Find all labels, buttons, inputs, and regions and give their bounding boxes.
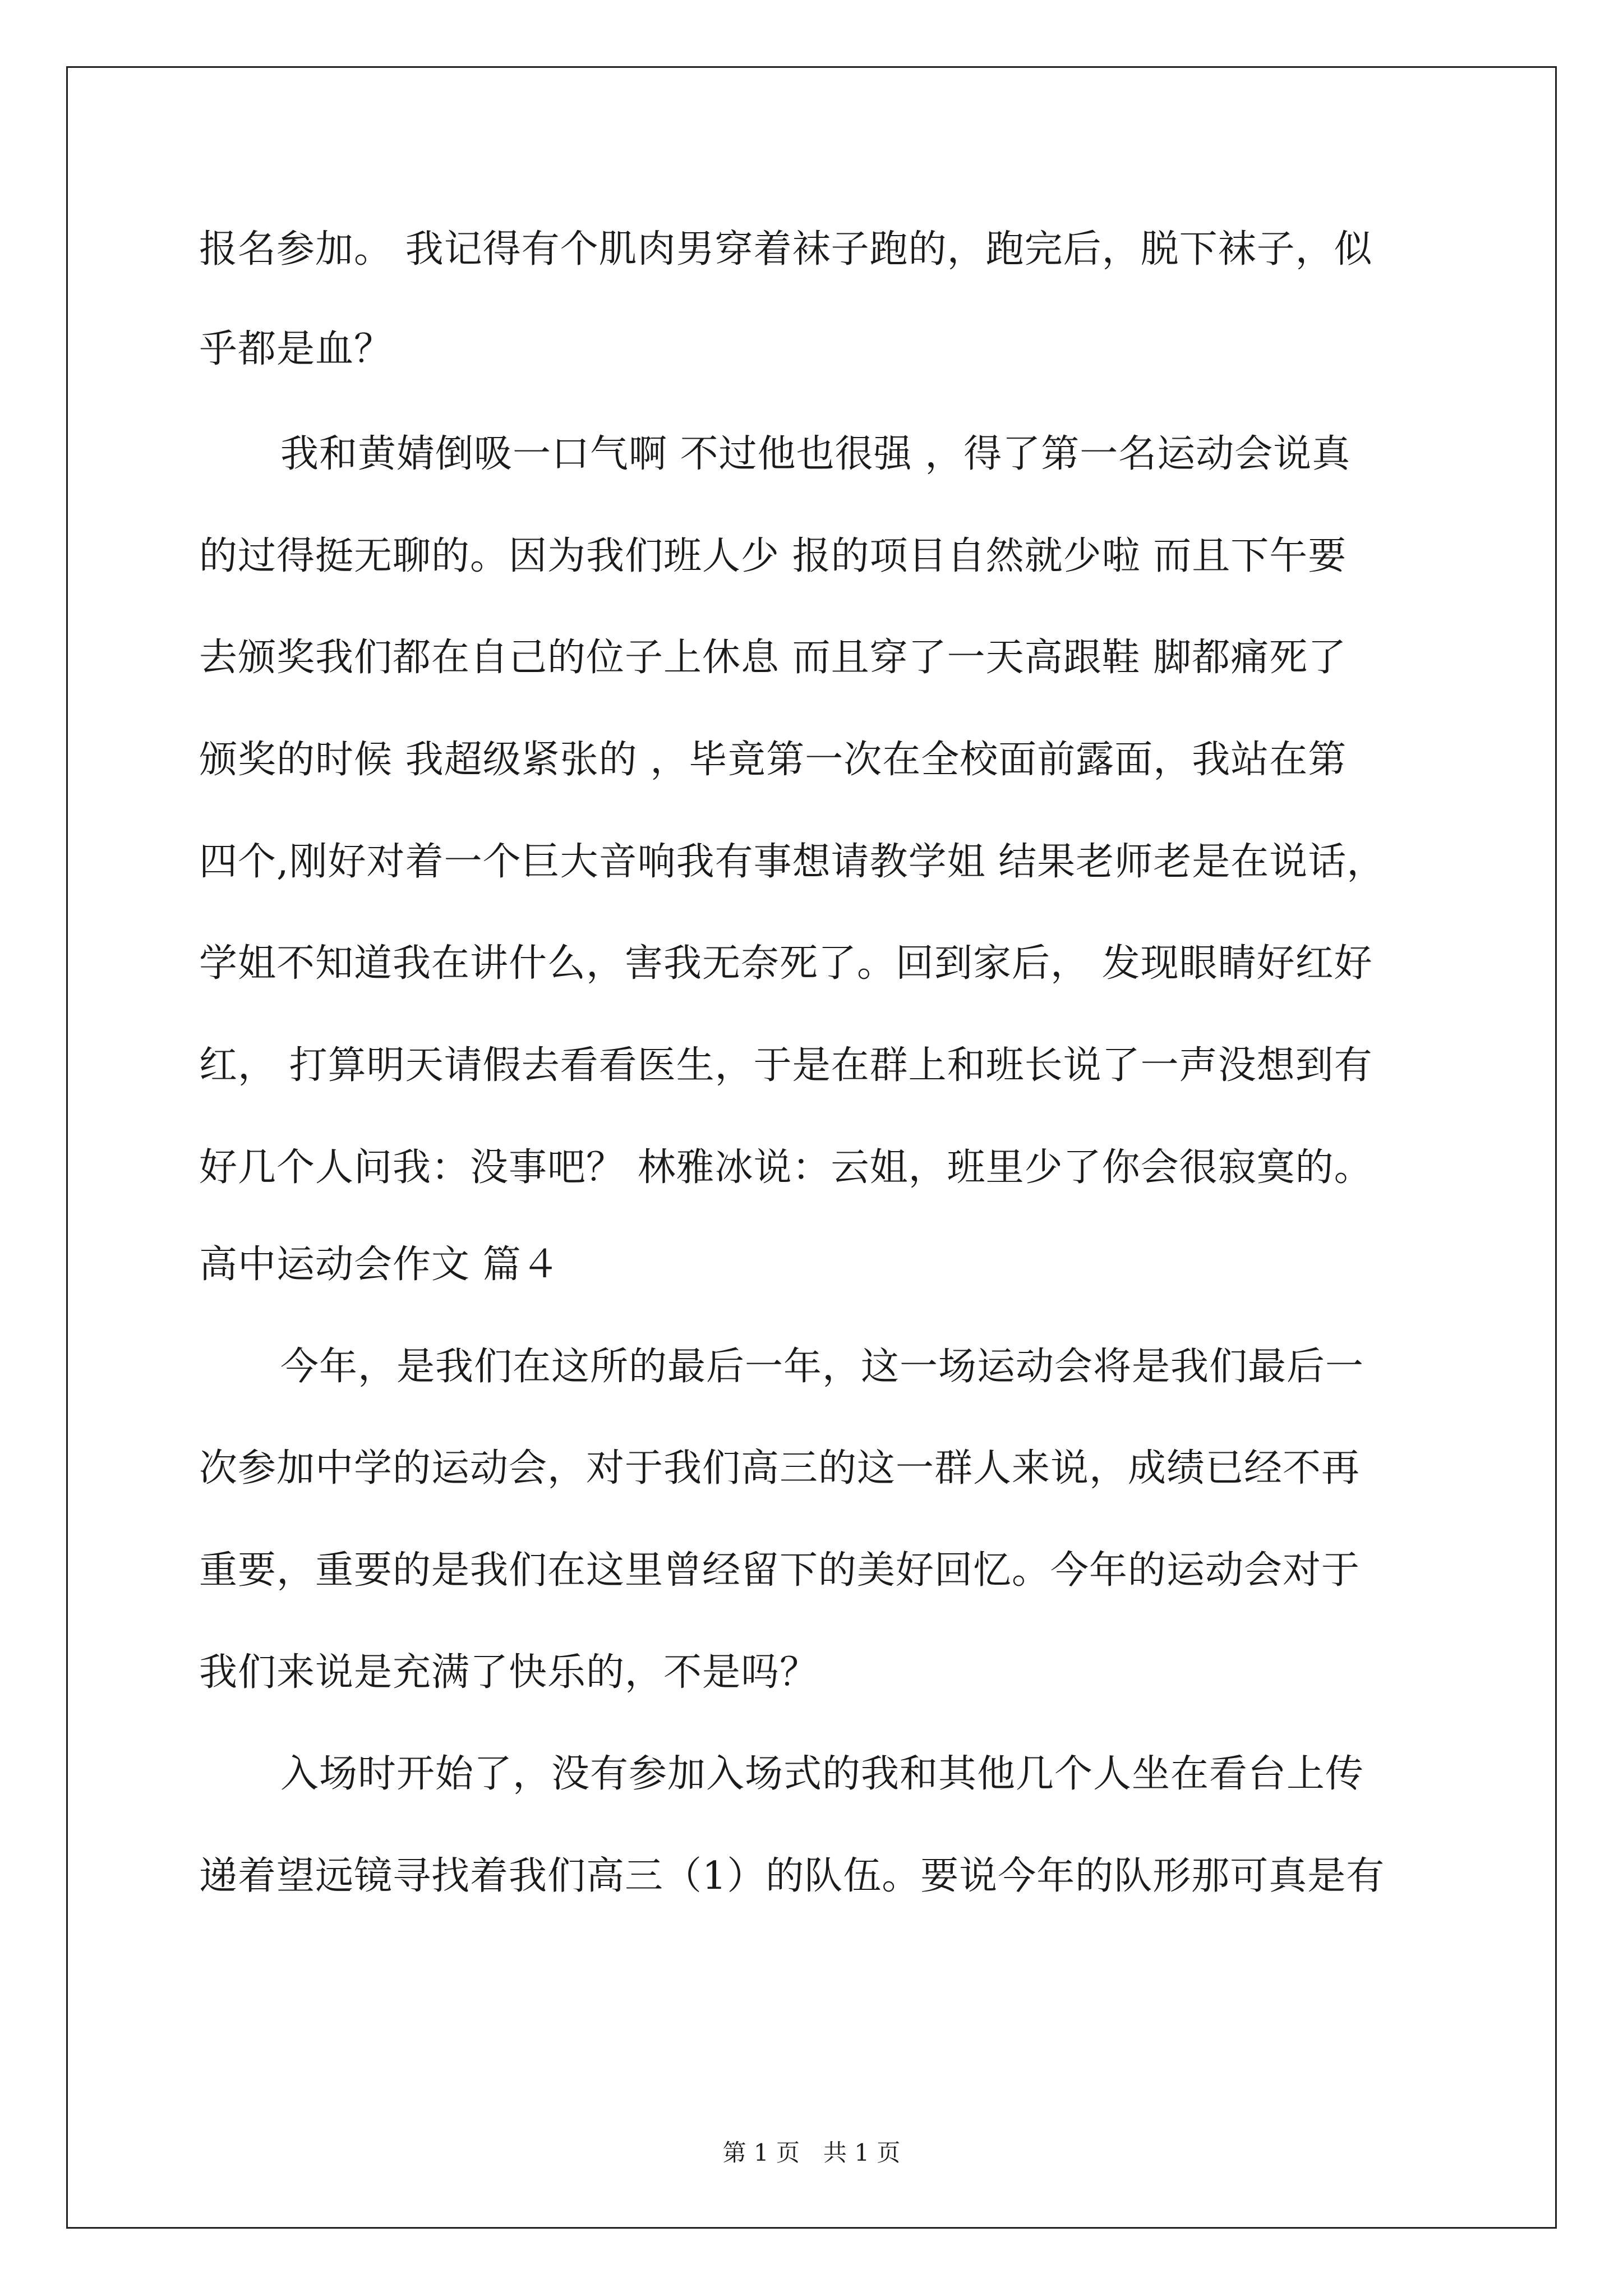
text-line: 今年，是我们在这所的最后一年，这一场运动会将是我们最后一 [280, 1345, 1364, 1389]
text-line: 学姐不知道我在讲什么，害我无奈死了。回到家后， 发现眼睛好红好 [199, 941, 1373, 986]
text-line: 入场时开始了，没有参加入场式的我和其他几个人坐在看台上传 [280, 1752, 1364, 1796]
text-line: 我们来说是充满了快乐的，不是吗？ [199, 1650, 819, 1695]
text-line: 报名参加。 我记得有个肌肉男穿着袜子跑的，跑完后，脱下袜子，似 [199, 227, 1373, 272]
text-line: 递着望远镜寻找着我们高三（1）的队伍。要说今年的队形那可真是有 [199, 1854, 1385, 1898]
text-line: 好几个人问我：没事吧？ 林雅冰说：云姐，班里少了你会很寂寞的。 [199, 1145, 1373, 1190]
text-line: 红， 打算明天请假去看看医生，于是在群上和班长说了一声没想到有 [199, 1043, 1373, 1088]
text-line: 乎都是血？ [199, 327, 393, 371]
text-line: 颁奖的时候 我超级紧张的 ，毕竟第一次在全校面前露面，我站在第 [199, 738, 1347, 782]
text-line: 四个,刚好对着一个巨大音响我有事想请教学姐 结果老师老是在说话， [199, 840, 1386, 884]
text-line: 的过得挺无聊的。因为我们班人少 报的项目自然就少啦 而且下午要 [199, 534, 1347, 578]
text-line: 去颁奖我们都在自己的位子上休息 而且穿了一天高跟鞋 脚都痛死了 [199, 636, 1347, 680]
page-number-footer: 第 1 页 共 1 页 [722, 2139, 901, 2166]
text-line: 我和黄婧倒吸一口气啊 不过他也很强 ，得了第一名运动会说真 [280, 432, 1351, 476]
text-line: 次参加中学的运动会，对于我们高三的这一群人来说，成绩已经不再 [199, 1446, 1361, 1490]
section-heading: 高中运动会作文 篇４ [199, 1243, 560, 1287]
text-line: 重要，重要的是我们在这里曾经留下的美好回忆。今年的运动会对于 [199, 1548, 1361, 1593]
